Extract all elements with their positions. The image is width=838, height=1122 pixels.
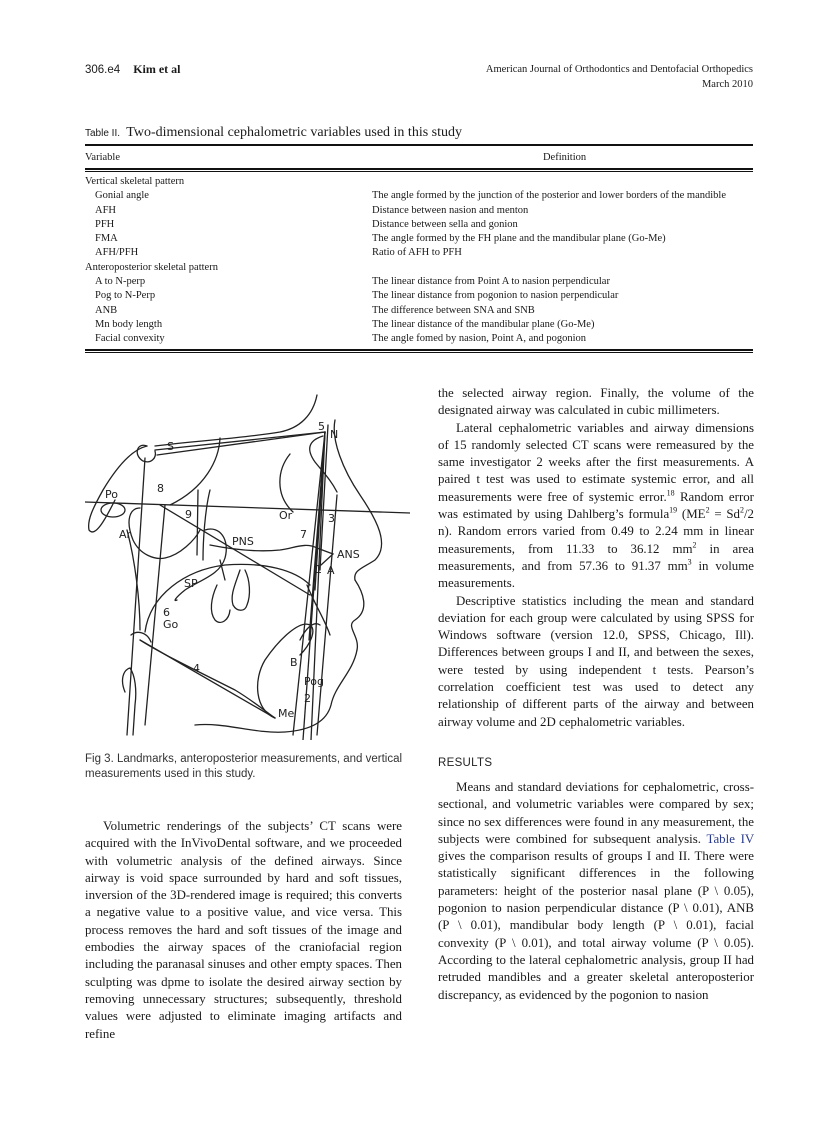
label-ans: ANS [337,548,360,561]
label-9: 9 [185,508,192,521]
label-po: Po [105,488,118,501]
label-or: Or [279,509,293,522]
text-run: Random error was estimated by using Dahlberg’s formula [438,489,754,522]
table-row [85,289,753,303]
paragraph-descriptive-statistics: Descriptive statistics including the mean and standard deviation for each group were calculated by using SPSS for Windows software (version 12.0, SPSS, Chicago, Ill). Differences between groups I and II, and between the sexes, were tested by using independent t tests. Pearson’s correlation coefficient test was used to detect any relationship of different parts of the airway and between airway volume and 2D cephalometric variables. [438,593,754,729]
table-group-row [85,261,753,275]
journal-name: American Journal of Orthodontics and Dentofacial Orthopedics [485,64,753,75]
cell-definition: The angle formed by the junction of the posterior and lower borders of the mandible [372,190,726,202]
table-row [85,189,753,203]
table-row [85,246,753,260]
cell-definition: The angle formed by the FH plane and the mandibular plane (Go-Me) [372,233,666,245]
cell-definition: The linear distance of the mandibular plane (Go-Me) [372,318,595,330]
cell-variable: Gonial angle [95,190,149,202]
paragraph-results [438,779,754,1004]
text-run: gives the comparison results of groups I and II. There were statistically significant differences in the following parameters: height of the posterior nasal plane (P \ 0.05), pogonion to nasion perpendicular distance (P \ 0.01), ANB (P \ 0.01), mandibular body length (P \ 0.01), facial convexity (P \ 0.01), and total airway volume (P \ 0.05). According to the lateral cephalometric analysis, group II had retruded mandibles and a greater skeletal anteroposterior discrepancy, as evidenced by the pogonion to nasion [438,849,754,1002]
label-5: 5 [318,420,325,433]
running-head-left [85,62,181,77]
table-row [85,318,753,332]
results-heading: RESULTS [438,756,493,769]
table-ii [85,125,753,353]
superscript: 3 [687,557,692,567]
right-column [438,385,754,1004]
cell-variable: AFH/PFH [95,247,139,259]
table-title: Two-dimensional cephalometric variables used in this study [126,125,463,140]
text-run: Lateral cephalometric variables and airway dimensions of 15 randomly selected CT scans were remeasured by the same investigator 2 weeks after the first measurements. A paired t test was used to estimate systemic error, and all measurements were free of systemic error. [438,420,754,504]
table-row [85,332,753,348]
superscript: 2 [692,540,697,550]
cell-definition: The linear distance from pogonion to nasion perpendicular [372,290,619,302]
cell-definition: Distance between nasion and menton [372,204,529,216]
header-definition: Definition [542,152,587,163]
superscript: 2 [705,505,710,515]
header-variable: Variable [85,152,120,163]
label-ar: Ar [119,528,132,541]
text-run: in area measurements, and from 57.36 to 91.37 mm [438,541,754,573]
reference-18[interactable]: 18 [666,488,675,498]
table-bottom-rule [85,349,753,353]
cell-variable: ANB [95,304,118,316]
left-column [85,818,402,1043]
cell-variable: Facial convexity [95,333,165,345]
cell-variable: Mn body length [95,318,163,330]
text-run: Means and standard deviations for cephalometric, cross-sectional, and volumetric variables were compared by sex; since no sex differences were found in any measurement, the subjects were combined for subsequent analysis. [438,779,754,846]
label-8: 8 [157,482,164,495]
table-iv-link[interactable]: Table IV [706,831,755,846]
author-line: Kim et al [133,62,181,76]
cell-variable: Pog to N-Perp [95,290,156,302]
table-row [85,218,753,232]
page-number: 306.e4 [85,64,121,76]
reference-19[interactable]: 19 [669,505,678,515]
running-head-right [486,62,753,92]
cephalometric-variables-table-body [85,172,753,349]
cephalometric-variables-table [85,146,753,168]
cell-variable: PFH [95,218,115,230]
label-n: N [330,428,339,441]
cell-definition: The linear distance from Point A to nasion perpendicular [372,276,610,288]
label-6: 6 [163,606,170,619]
label-pns: PNS [232,535,254,548]
table-row [85,204,753,218]
text-run: = Sd [709,507,740,522]
table-group-row [85,172,753,189]
cell-variable: FMA [95,233,118,245]
label-4: 4 [193,662,200,675]
label-2: 2 [304,692,311,705]
table-row [85,275,753,289]
cell-variable: AFH [95,204,117,216]
table-header-row [85,146,753,168]
label-b: B [290,656,298,669]
cell-definition: Distance between sella and gonion [372,218,518,230]
table-row [85,232,753,246]
label-pog: Pog [304,675,324,688]
issue-date: March 2010 [701,79,753,90]
label-me: Me [278,707,295,720]
cell-definition: The angle fomed by nasion, Point A, and pogonion [372,333,587,345]
label-3: 3 [328,512,335,525]
figure-caption: Fig 3. Landmarks, anteroposterior measurements, and vertical measurements used in this study. [85,753,403,780]
label-7: 7 [300,528,307,541]
paragraph-airway-volume: the selected airway region. Finally, the volume of the designated airway was calculated in cubic millimeters. [438,386,754,418]
table-caption [85,125,753,141]
label-s: S [167,440,174,453]
text-run: in volume measurements. [438,558,754,591]
label-1: 1 [315,563,322,576]
paragraph-volumetric-renderings: Volumetric renderings of the subjects’ CT scans were acquired with the InVivoDental software, and we proceeded with volumetric analysis of the defined airways. Since airway is void space surrounded by hard and soft tissues, inversion of the 3D-rendered image is required; this converts a negative value to a positive value, and vice versa. This process removes the hard and soft tissues of the image and embodies the airway spaces of the craniofacial region including the paranasal sinuses and other empty spaces. Then sculpting was dpme to isolate the desired airway section by removing unnecessary structures; subsequently, threshold values were adjusted to eliminate imaging artifacts and refine [85,819,402,1041]
paragraph-error-analysis [438,420,754,593]
superscript: 2 [739,505,744,515]
cell-definition: The difference between SNA and SNB [372,304,535,316]
table-row [85,304,753,318]
text-run: /2 n). Random errors varied from 0.49 to 2.24 mm in linear measurements, from 11.33 to 36.12 mm [438,507,754,556]
cell-variable: A to N-perp [95,276,146,288]
cephalometric-tracing-figure [85,380,410,740]
group-label: Vertical skeletal pattern [85,176,185,187]
label-sp: SP [184,577,198,590]
label-a: A [327,564,335,577]
tracing-drawing [85,380,410,740]
text-run: (ME [677,507,706,522]
cell-definition: Ratio of AFH to PFH [372,247,462,259]
table-label: Table II. [85,128,121,139]
group-label: Anteroposterior skeletal pattern [85,261,218,273]
label-go: Go [163,618,179,631]
